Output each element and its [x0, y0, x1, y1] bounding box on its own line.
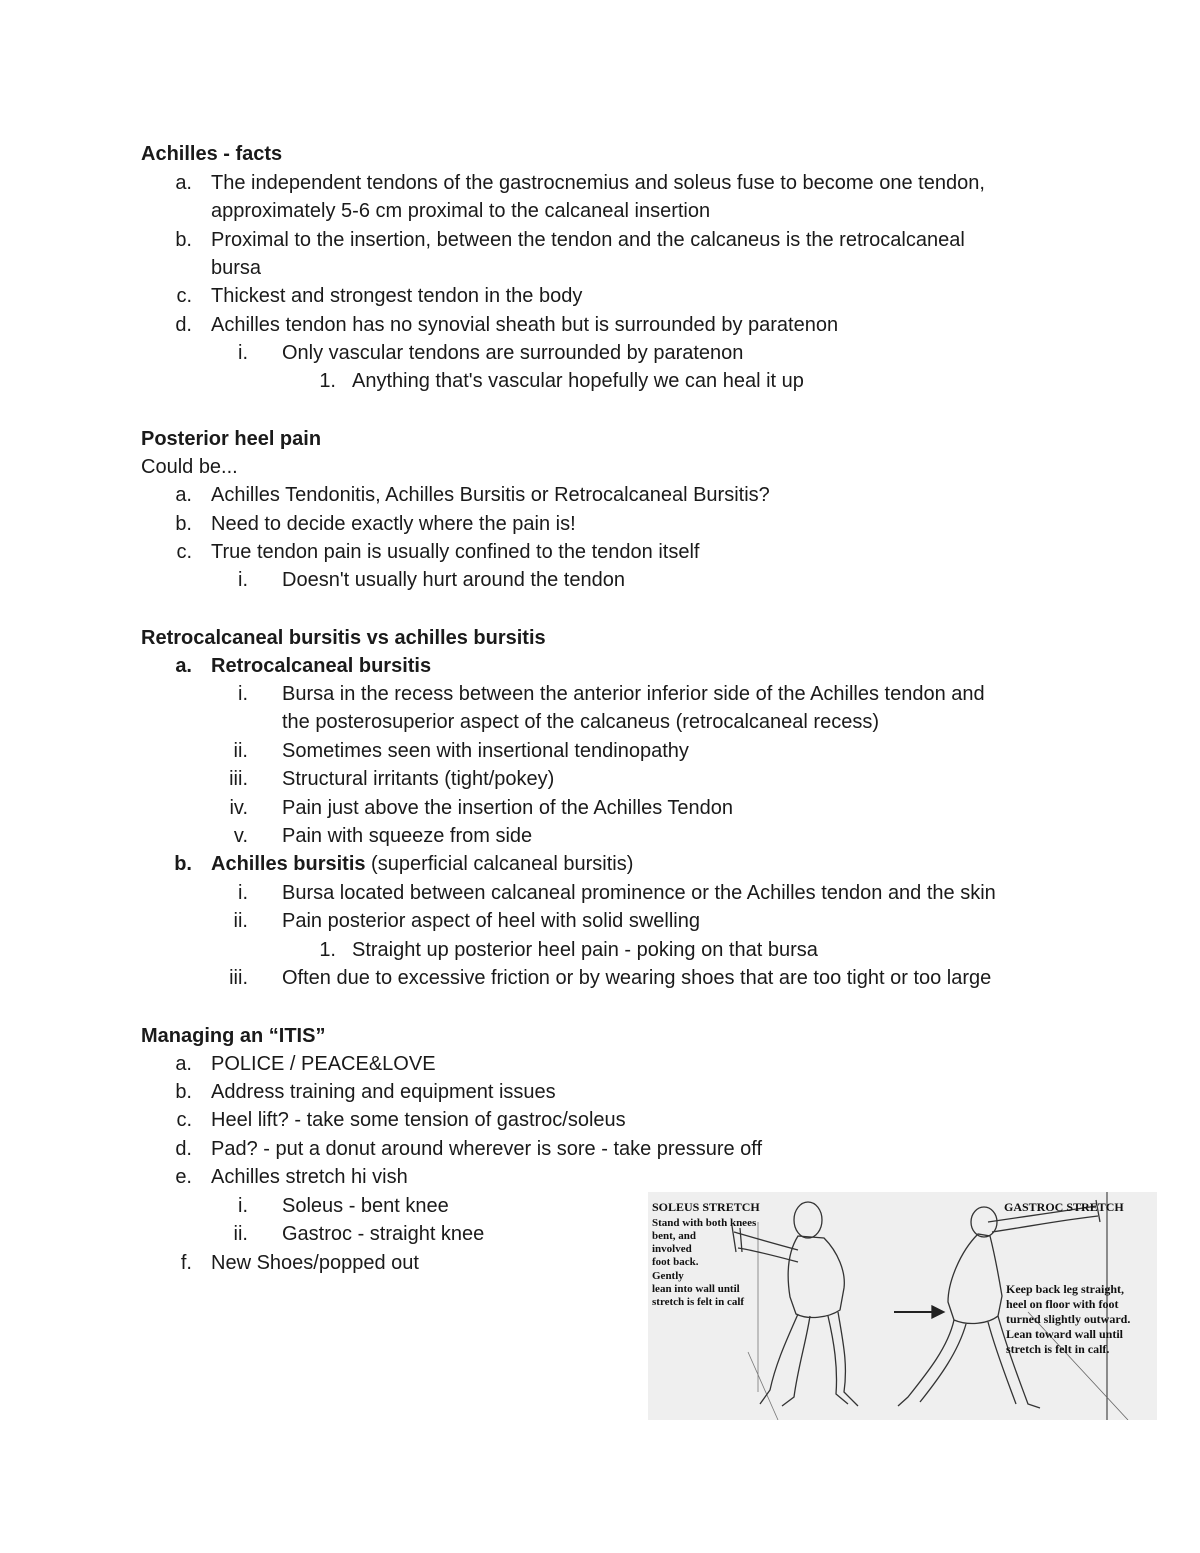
soleus-caption-line: foot back.	[652, 1256, 699, 1268]
heading-bursitis-comparison: Retrocalcaneal bursitis vs achilles bursitis	[141, 627, 546, 649]
list-item-text: Pain just above the insertion of the Achilles Tendon	[282, 797, 734, 819]
list-item-text: Address training and equipment issues	[211, 1081, 556, 1103]
gastroc-caption-line: turned slightly outward.	[1006, 1312, 1131, 1326]
soleus-caption-line: Gently	[652, 1270, 684, 1282]
list-item-text: approximately 5-6 cm proximal to the calcaneal insertion	[211, 200, 711, 222]
list-item-text: Proximal to the insertion, between the tendon and the calcaneus is the retrocalcaneal	[211, 229, 965, 251]
list-marker: i.	[238, 342, 248, 364]
soleus-caption-line: Stand with both knees	[652, 1217, 757, 1229]
list-item-text: Doesn't usually hurt around the tendon	[282, 569, 625, 591]
list-item-text: Bursa in the recess between the anterior inferior side of the Achilles tendon and	[282, 683, 985, 705]
list-marker: a.	[175, 655, 192, 677]
list-item-text: Thickest and strongest tendon in the body	[211, 285, 583, 307]
soleus-caption-line: bent, and	[652, 1230, 697, 1242]
subheading-bold: Achilles bursitis	[211, 853, 366, 875]
list-marker: i.	[238, 683, 248, 705]
list-item-text: Bursa located between calcaneal prominence or the Achilles tendon and the skin	[282, 882, 996, 904]
soleus-stretch-title: SOLEUS STRETCH	[652, 1200, 760, 1214]
list-item-text: Pain with squeeze from side	[282, 825, 533, 847]
subheading-retrocalcaneal: Retrocalcaneal bursitis	[211, 655, 432, 677]
soleus-figure	[732, 1202, 858, 1406]
list-item-text: Soleus - bent knee	[282, 1195, 449, 1217]
stretch-illustration	[648, 1192, 1157, 1420]
list-marker: c.	[176, 285, 192, 307]
list-item-text: Structural irritants (tight/pokey)	[282, 768, 555, 790]
list-item-text: Often due to excessive friction or by wearing shoes that are too tight or too large	[282, 967, 992, 989]
list-marker: a.	[175, 484, 192, 506]
list-marker: b.	[174, 853, 192, 875]
list-item-text: bursa	[211, 257, 262, 279]
intro-text: Could be...	[141, 456, 238, 478]
list-marker: b.	[175, 229, 192, 251]
list-marker: ii.	[233, 740, 248, 762]
list-item-text: Achilles stretch hi vish	[211, 1166, 408, 1188]
list-item-text: Straight up posterior heel pain - poking on that bursa	[352, 939, 818, 961]
list-marker: i.	[238, 569, 248, 591]
list-marker: i.	[238, 882, 248, 904]
subheading-rest: (superficial calcaneal bursitis)	[365, 853, 634, 875]
list-marker: c.	[176, 1109, 192, 1131]
list-marker: iv.	[229, 797, 248, 819]
list-marker: a.	[175, 1053, 192, 1075]
list-marker: b.	[175, 513, 192, 535]
list-item-text: Achilles Tendonitis, Achilles Bursitis or Retrocalcaneal Bursitis?	[211, 484, 770, 506]
heading-managing-itis: Managing an “ITIS”	[141, 1025, 326, 1047]
list-item-text: Need to decide exactly where the pain is!	[211, 513, 576, 535]
heading-achilles-facts: Achilles - facts	[141, 143, 283, 165]
list-marker: ii.	[233, 910, 248, 932]
list-marker: a.	[175, 172, 192, 194]
soleus-caption-line: lean into wall until	[652, 1283, 740, 1295]
list-marker: c.	[176, 541, 192, 563]
gastroc-stretch-title: GASTROC STRETCH	[1004, 1200, 1124, 1214]
list-item-text: True tendon pain is usually confined to the tendon itself	[211, 541, 700, 563]
list-marker: iii.	[229, 768, 248, 790]
list-item-text: The independent tendons of the gastrocnemius and soleus fuse to become one tendon,	[211, 172, 985, 194]
list-marker: e.	[175, 1166, 192, 1188]
gastroc-caption-line: Lean toward wall until	[1006, 1327, 1124, 1341]
soleus-caption-line: involved	[652, 1243, 692, 1255]
list-item-text: Pain posterior aspect of heel with solid swelling	[282, 910, 700, 932]
list-item-text: Sometimes seen with insertional tendinopathy	[282, 740, 689, 762]
list-marker: 1.	[319, 939, 336, 961]
list-item-text: Achilles tendon has no synovial sheath but is surrounded by paratenon	[211, 314, 839, 336]
gastroc-caption-line: heel on floor with foot	[1006, 1297, 1119, 1311]
list-marker: d.	[175, 314, 192, 336]
list-item-text: POLICE / PEACE&LOVE	[211, 1053, 436, 1075]
list-item-text: Anything that's vascular hopefully we can heal it up	[352, 370, 804, 392]
list-marker: v.	[233, 825, 248, 847]
list-item-text: Pad? - put a donut around wherever is sore - take pressure off	[211, 1138, 763, 1160]
list-marker: f.	[180, 1252, 192, 1274]
gastroc-caption-line: stretch is felt in calf.	[1006, 1342, 1110, 1356]
gastroc-caption-line: Keep back leg straight,	[1006, 1282, 1124, 1296]
list-item-text: Heel lift? - take some tension of gastroc/soleus	[211, 1109, 626, 1131]
list-item-text: New Shoes/popped out	[211, 1252, 419, 1274]
list-item-text: Gastroc - straight knee	[282, 1223, 485, 1245]
soleus-caption-line: stretch is felt in calf	[652, 1296, 745, 1308]
subheading-achilles-bursitis	[211, 850, 633, 878]
list-marker: b.	[175, 1081, 192, 1103]
arrow-head	[932, 1306, 944, 1318]
list-marker: 1.	[319, 370, 336, 392]
list-marker: ii.	[233, 1223, 248, 1245]
heading-posterior-heel-pain: Posterior heel pain	[141, 428, 322, 450]
list-marker: d.	[175, 1138, 192, 1160]
list-item-text: the posterosuperior aspect of the calcaneus (retrocalcaneal recess)	[282, 711, 879, 733]
list-item-text: Only vascular tendons are surrounded by paratenon	[282, 342, 744, 364]
list-marker: i.	[238, 1195, 248, 1217]
list-marker: iii.	[229, 967, 248, 989]
